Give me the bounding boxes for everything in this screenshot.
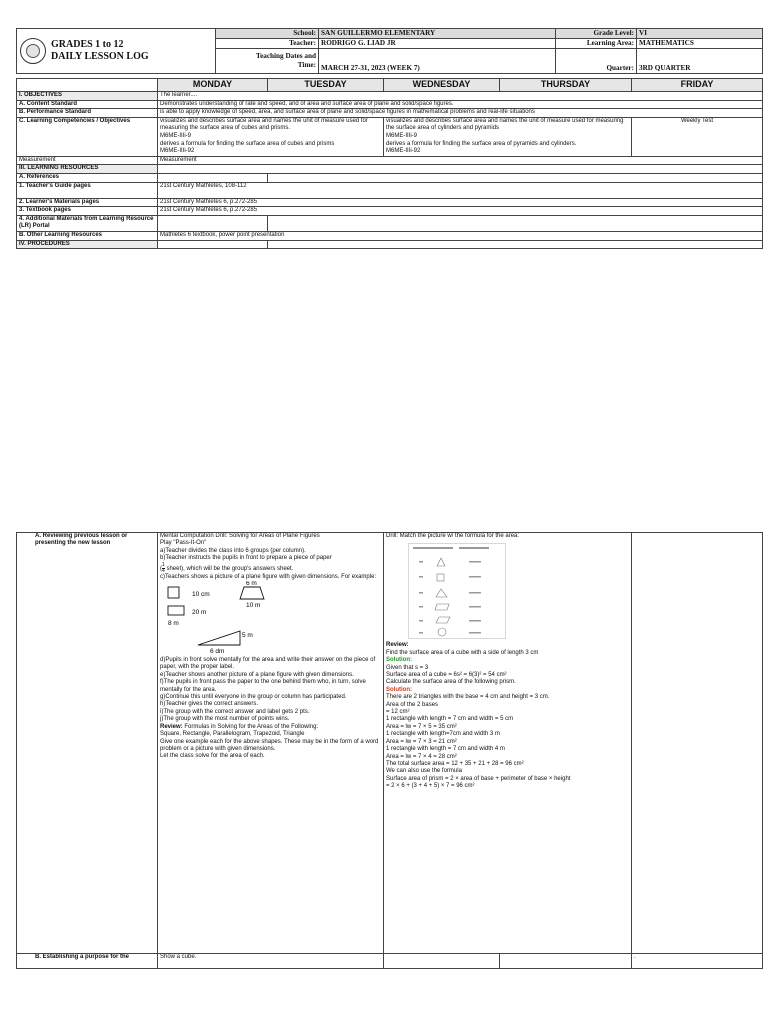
review-line: Let the class solve for the area of each.: [160, 753, 265, 760]
triangle-figure: [198, 631, 240, 645]
learning-area-label: Learning Area:: [556, 39, 637, 49]
solution-line: Surface area of a cube = 6s² = 6(3)² = 54 cm²: [386, 672, 507, 679]
corner-cell: [17, 79, 158, 92]
purpose-thursday: [500, 954, 632, 969]
day-header-wednesday: WEDNESDAY: [384, 79, 500, 92]
review-lesson-label-text: A. Reviewing previous lesson or presenting the new lesson: [35, 533, 128, 547]
square-figure: [168, 587, 179, 598]
teachers-guide-label: 1. Teacher's Guide pages: [17, 182, 158, 198]
references-rest: [268, 173, 763, 182]
solution-line: 1 rectangle with length = 7 cm and width 4 m: [386, 746, 505, 753]
solution-line: = 2 × 6 + (3 + 4 + 5) × 7 = 96 cm²: [386, 783, 475, 790]
competencies-mon-tue: [158, 117, 384, 156]
grade-label: Grade Level:: [556, 29, 637, 39]
plane-figures-svg: [160, 581, 380, 657]
review-wednesday-cell: [384, 533, 632, 954]
competency-code: M6ME-IIIi-92: [386, 148, 421, 155]
day-header-thursday: THURSDAY: [500, 79, 632, 92]
competency-code: M6ME-IIIi-9: [160, 132, 192, 139]
content-row-text: Measurement: [158, 156, 763, 165]
plane-figures-examples: [160, 581, 381, 657]
purpose-monday: Show a cube.: [158, 954, 384, 969]
wed-review-question: Find the surface area of a cube with a side of length 3 cm: [386, 649, 539, 656]
rectangle-length-label: 20 m: [192, 609, 207, 617]
content-standard-text: Demonstrates understanding of rate and speed, and of area and surface area of plane and solid/space figures.: [158, 100, 763, 109]
triangle-base-label: 6 dm: [210, 648, 225, 656]
learners-materials-text: 21st Century Mathletes 6, p.272-285: [158, 198, 763, 207]
deped-seal-icon: [20, 38, 46, 64]
review-formulas: [160, 724, 381, 731]
drill-step: c)Teachers shows a picture of a plane figure with given dimensions. For example:: [160, 573, 377, 580]
solution-heading: Solution:: [386, 657, 412, 664]
teaching-dates-label-line2: Time:: [297, 61, 316, 69]
school-label: School:: [216, 29, 319, 39]
drill-step: h)Teacher gives the correct answers.: [160, 701, 259, 708]
teachers-guide-text: 21st Century Mathletes, 108-112: [158, 182, 763, 198]
quarter-label: Quarter:: [556, 49, 637, 74]
school-value: SAN GUILLERMO ELEMENTARY: [319, 29, 556, 39]
logo-title-line2: DAILY LESSON LOG: [51, 51, 149, 62]
drill-step: f)The pupils in front pass the paper to the one behind them who, in turn, solve mentally for the area.: [160, 679, 366, 693]
procedures-heading: IV. PROCEDURES: [17, 240, 158, 249]
drill-step-sheet-text: sheet), which will be the group's answers sheet.: [164, 565, 294, 572]
objectives-heading: I. OBJECTIVES: [17, 92, 158, 101]
logo-title-line1: GRADES 1 to 12: [51, 39, 124, 50]
triangle-side-label: 5 m: [242, 632, 253, 640]
drill-step: j)The group with the most number of points wins.: [160, 716, 290, 723]
teacher-value: RODRIGO G. LIAD JR: [319, 39, 556, 49]
day-header-friday: FRIDAY: [632, 79, 763, 92]
learning-area-value: MATHEMATICS: [637, 39, 763, 49]
content-row-label: Measurement: [17, 156, 158, 165]
teaching-dates-label: [216, 49, 319, 74]
match-drill-text: Drill: Match the picture w/ the formula for the area:: [386, 533, 520, 539]
performance-standard-label: B. Performance Standard: [17, 109, 158, 118]
drill-step: d)Pupils in front solve mentally for the area and write their answer on the piece of paper, with the proper label.: [160, 657, 376, 671]
logo-cell: [17, 29, 216, 74]
competency-line: derives a formula for finding the surface area of cubes and prisms: [160, 140, 335, 147]
solution-line: 1 rectangle with length=7cm and width 3 m: [386, 731, 500, 738]
procedures-rest: [268, 240, 763, 249]
references-label: A. References: [17, 173, 158, 182]
drill-step: b)Teacher instructs the pupils in front to prepare a piece of paper: [160, 555, 332, 562]
square-side-label: 10 cm: [192, 591, 210, 599]
textbook-pages-text: 21st Century Mathletes 6, p.272-285: [158, 207, 763, 216]
purpose-wednesday: [384, 954, 500, 969]
textbook-pages-label: 3. Textbook pages: [17, 207, 158, 216]
competencies-label: C. Learning Competencies / Objectives: [17, 117, 158, 156]
quarter-value: 3RD QUARTER: [637, 49, 763, 74]
competency-line: derives a formula for finding the surface area of pyramids and cylinders.: [386, 140, 577, 147]
competencies-wed-thu: [384, 117, 632, 156]
competencies-friday: Weekly Test: [632, 117, 763, 156]
review-lesson-label: [17, 533, 158, 954]
references-mon: [158, 173, 268, 182]
objectives-text: The learner....: [158, 92, 763, 101]
purpose-friday: .: [632, 954, 763, 969]
solution-line: Calculate the surface area of the following prism.: [386, 679, 516, 686]
rectangle-figure: [168, 606, 184, 615]
day-header-monday: MONDAY: [158, 79, 268, 92]
review-friday-cell: [632, 533, 763, 954]
drill-step: g)Continue this until everyone in the group or column has participated.: [160, 694, 347, 701]
wed-review-heading: Review:: [386, 642, 409, 649]
day-header-tuesday: TUESDAY: [268, 79, 384, 92]
review-line: Give one example each for the above shapes. These may be in the form of a word problem or a picture with given dimensions.: [160, 738, 379, 752]
teacher-label: Teacher:: [216, 39, 319, 49]
competency-line: visualizes and describes surface area and names the unit of measure used for measuring the surface area of cubes and prisms.: [160, 117, 368, 132]
solution-line: Given that s = 3: [386, 664, 429, 671]
solution-line: There are 2 triangles with the base = 4 cm and height = 3 cm.: [386, 694, 550, 701]
drill-game: Play "Pass-It-On": [160, 540, 207, 547]
learning-resources-heading: III. LEARNING RESOURCES: [17, 165, 158, 174]
additional-materials-mon: [158, 215, 268, 231]
other-resources-text: Mathletes 6 textbook, power point presentation: [158, 231, 763, 240]
drill-step: e)Teacher shows another picture of a plane figure with given dimensions.: [160, 671, 354, 678]
content-standard-label: A. Content Standard: [17, 100, 158, 109]
fraction-denominator: 4: [162, 567, 165, 574]
matching-worksheet-image: [408, 543, 506, 639]
teaching-dates-value: MARCH 27-31, 2023 (WEEK 7): [319, 49, 556, 74]
solution-line: The total surface area = 12 + 35 + 21 + 28 = 96 cm²: [386, 760, 524, 767]
teaching-dates-label-line1: Teaching Dates and: [255, 52, 316, 60]
review-heading: Review:: [160, 723, 183, 730]
learning-resources-empty: [158, 165, 763, 174]
solution-line: Area = lw = 7 × 3 = 21 cm²: [386, 738, 457, 745]
other-resources-label: B. Other Learning Resources: [17, 231, 158, 240]
solution-line: Area of the 2 bases: [386, 701, 439, 708]
procedures-mon: [158, 240, 268, 249]
purpose-label: [17, 954, 158, 969]
review-line: Square, Rectangle, Parallelogram, Trapezoid, Triangle: [160, 731, 305, 738]
grade-value: VI: [637, 29, 763, 39]
header-table: [16, 28, 763, 74]
solution-line: 1 rectangle with length = 7 cm and width = 5 cm: [386, 716, 514, 723]
trapezoid-figure: [240, 587, 264, 599]
review-monday-cell: [158, 533, 384, 954]
lesson-log-table: [16, 78, 763, 249]
solution-line: We can also use the formula: [386, 768, 462, 775]
additional-materials-label: 4. Additional Materials from Learning Resource (LR) Portal: [17, 215, 158, 231]
learners-materials-label: 2. Learner's Materials pages: [17, 198, 158, 207]
solution-line: = 12 cm²: [386, 709, 410, 716]
drill-step: i)The group with the correct answer and label gets 2 pts.: [160, 708, 310, 715]
competency-line: visualizes and describes surface area and names the unit of measure used for measuring the surface area of cylinders and pyramids: [386, 117, 624, 132]
purpose-label-text: B. Establishing a purpose for the: [35, 954, 130, 960]
competency-code: M6ME-IIIi-9: [386, 132, 418, 139]
procedures-table: [16, 532, 763, 969]
fraction-numerator: 1: [162, 561, 165, 568]
performance-standard-text: is able to apply knowledge of speed, area, and surface area of plane and solid/space figures in mathematical problems and real-life situations: [158, 109, 763, 118]
review-formulas-text: Formulas in Solving for the Areas of the Following:: [182, 723, 319, 730]
trapezoid-top-label: 6 m: [246, 581, 257, 588]
trapezoid-bottom-label: 10 m: [246, 602, 261, 610]
solution-line: Area = lw = 7 × 5 = 35 cm²: [386, 723, 457, 730]
matching-worksheet-svg: [409, 544, 505, 638]
competency-code: M6ME-IIIi-92: [160, 148, 195, 155]
solution-line: Surface area of prism = 2 × area of base + perimeter of base × height: [386, 775, 571, 782]
solution-heading-2: Solution:: [386, 686, 412, 693]
drill-step: a)Teacher divides the class into 6 groups (per column).: [160, 547, 306, 554]
additional-materials-rest: [268, 215, 763, 231]
solution-line: Area = lw = 7 × 4 = 28 cm²: [386, 753, 457, 760]
drill-step-sheet: ( $\frac{1}{4}$ sheet), which will be the group's answers sheet.: [160, 561, 294, 574]
rectangle-width-label: 8 m: [168, 620, 179, 628]
drill-intro: Mental Computation Drill: Solving for Areas of Plane Figures: [160, 533, 320, 539]
